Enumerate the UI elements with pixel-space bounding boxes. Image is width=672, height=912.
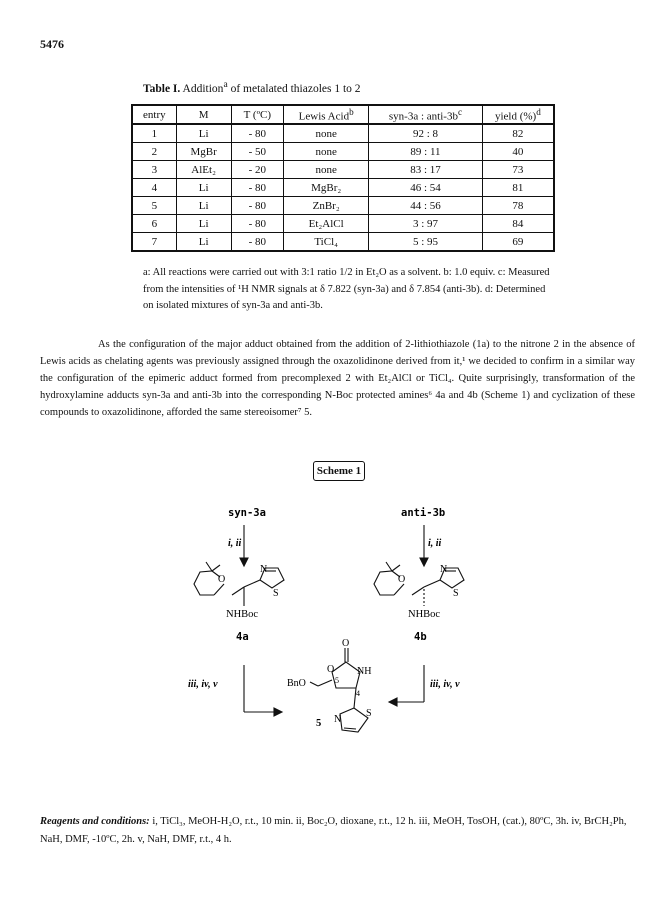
table-cell: 46 : 54	[369, 179, 482, 197]
table-cell: Li	[176, 124, 231, 143]
table-cell: none	[284, 161, 369, 179]
compound-5: 5	[316, 718, 322, 729]
table-cell: Li	[176, 215, 231, 233]
reagents-text: i, TiCl₃, MeOH-H₂O, r.t., 10 min. ii, Boc₂O, dioxane, r.t., 12 h. iii, MeOH, TosOH, (cat.), 80ºC, 3h. iv, BrCH₂Ph, NaH, DMF, -10ºC, 2h. v, NaH, DMF, r.t., 4 h.	[40, 816, 627, 845]
table-caption-text-b: of metalated thiazoles 1 to 2	[227, 82, 361, 95]
table-cell: - 20	[231, 161, 283, 179]
reagents-conditions	[40, 813, 640, 849]
table-caption-prefix: Table I.	[143, 82, 181, 95]
table-cell: none	[284, 124, 369, 143]
table-cell: 92 : 8	[369, 124, 482, 143]
header-ratio: syn-3a : anti-$3b^c$	[369, 105, 482, 124]
steps-i-ii-syn: i, ii	[228, 538, 242, 549]
atom-n-5: N	[334, 714, 342, 725]
header-lewis-acid: Lewis Acid$^b$	[284, 105, 369, 124]
atom-o-4b: O	[398, 574, 406, 585]
table-cell: - 80	[231, 215, 283, 233]
table-cell: MgBr₂	[284, 179, 369, 197]
compound-4b: 4b	[414, 631, 427, 643]
header-entry: entry	[132, 105, 176, 124]
bno-group: BnO	[287, 678, 306, 689]
table-cell: ZnBr₂	[284, 197, 369, 215]
atom-nh: NH	[357, 666, 372, 677]
table-cell: 40	[482, 143, 554, 161]
table-cell: - 50	[231, 143, 283, 161]
atom-s-4b: S	[453, 588, 459, 599]
table-cell: 89 : 11	[369, 143, 482, 161]
table-cell: 69	[482, 233, 554, 252]
page-number: 5476	[40, 37, 64, 51]
table-cell: 4	[132, 179, 176, 197]
atom-n-4b: N	[440, 564, 448, 575]
atom-s-4a: S	[273, 588, 279, 599]
atom-o-4a: O	[218, 574, 226, 585]
locant-4: 4	[356, 689, 360, 698]
table-caption-sup: a	[223, 79, 228, 90]
header-t: T (ºC)	[231, 105, 283, 124]
compound-4a: 4a	[236, 631, 249, 643]
table-cell: - 80	[231, 179, 283, 197]
table-cell: TiCl₄	[284, 233, 369, 252]
body-paragraph: As the configuration of the major adduct obtained from the addition of 2-lithiothiazole (1a) to the nitrone 2 in the absence of Lewis acids as chelating agents was previously assigned through the oxazolidinone derived from it,¹ we decided to confirm in a similar way the configuration of the epimeric adduct formed from precomplexed 2 with Et₂AlCl or TiCl₄. Quite surprisingly, transformation of the hydroxylamine adducts syn-3a and anti-3b into the corresponding N-Boc protected amines⁶ 4a and 4b (Scheme 1) and cyclization of these compounds to oxazolidinone, afforded the same stereoisomer⁷ 5.	[40, 339, 635, 418]
syn-label: syn-3a	[228, 507, 266, 519]
reagents-header: Reagents and conditions:	[40, 816, 150, 827]
locant-5: 5	[335, 676, 339, 685]
table-cell: 3	[132, 161, 176, 179]
table-cell: Li	[176, 179, 231, 197]
table-cell: MgBr	[176, 143, 231, 161]
header-m: M	[176, 105, 231, 124]
table-cell: 73	[482, 161, 554, 179]
table-cell: 82	[482, 124, 554, 143]
table-cell: - 80	[231, 197, 283, 215]
table-cell: 78	[482, 197, 554, 215]
atom-s-5: S	[366, 708, 372, 719]
table-cell: 5	[132, 197, 176, 215]
atom-n-4a: N	[260, 564, 268, 575]
scheme-title: Scheme 1	[313, 461, 365, 481]
table-cell: 44 : 56	[369, 197, 482, 215]
table-cell: Et₂AlCl	[284, 215, 369, 233]
nhboc-4a: NHBoc	[226, 609, 259, 620]
table-footnote: a: All reactions were carried out with 3:1 ratio 1/2 in Et₂O as a solvent. b: 1.0 equiv. c: Measured from the intensities of ¹H NMR signals at δ 7.822 (syn-3a) and δ 7.854 (anti-3b). d: Determined on isolated mixtures of syn-3a and anti-3b.	[143, 267, 550, 311]
table-cell: 7	[132, 233, 176, 252]
anti-label: anti-3b	[401, 507, 446, 519]
carbonyl-o: O	[342, 638, 350, 649]
table-caption-text: Addition	[182, 82, 224, 95]
table-cell: - 80	[231, 124, 283, 143]
steps-iii-iv-v-right: iii, iv, v	[430, 679, 460, 690]
header-yield: yield (%)$^d$	[482, 105, 554, 124]
table-cell: 6	[132, 215, 176, 233]
table-cell: 2	[132, 143, 176, 161]
table-cell: 5 : 95	[369, 233, 482, 252]
table-cell: 83 : 17	[369, 161, 482, 179]
ring-o: O	[327, 664, 335, 675]
table-cell: none	[284, 143, 369, 161]
steps-i-ii-anti: i, ii	[428, 538, 442, 549]
table-cell: - 80	[231, 233, 283, 252]
steps-iii-iv-v-left: iii, iv, v	[188, 679, 218, 690]
table-cell: 84	[482, 215, 554, 233]
nhboc-4b: NHBoc	[408, 609, 441, 620]
table-cell: 81	[482, 179, 554, 197]
table-cell: 1	[132, 124, 176, 143]
table-cell: Li	[176, 233, 231, 252]
table-cell: 3 : 97	[369, 215, 482, 233]
table-cell: AlEt₂	[176, 161, 231, 179]
table-cell: Li	[176, 197, 231, 215]
